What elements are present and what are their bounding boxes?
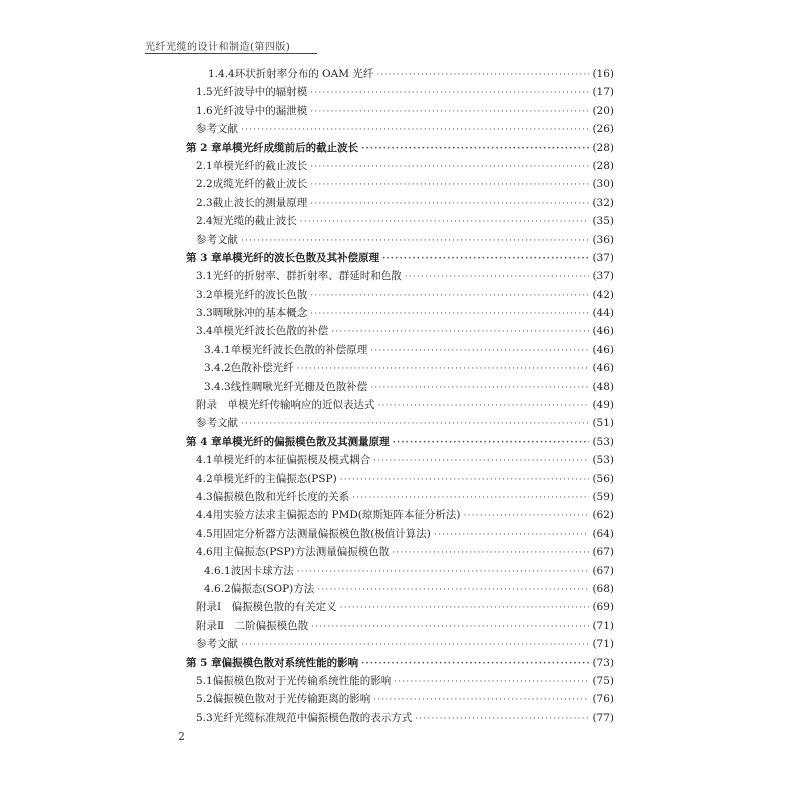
toc-entry-title: 单模光纤波长色散的补偿 [212, 325, 329, 338]
toc-entry-page: (46) [592, 325, 614, 338]
toc-entry-title: 成缆光纤的截止波长 [212, 178, 308, 191]
dot-leader [361, 144, 589, 154]
toc-entry [186, 581, 614, 599]
toc-entry-number: 第 2 章 [186, 141, 222, 154]
toc-entry-number: 第 4 章 [186, 435, 222, 448]
dot-leader [370, 383, 589, 393]
toc-entry-title: 短光缆的截止波长 [212, 215, 297, 228]
dot-leader [310, 291, 589, 301]
toc-entry [186, 287, 614, 305]
toc-entry-title: 参考文献 [196, 417, 238, 430]
toc-entry [186, 544, 614, 562]
toc-entry [186, 176, 614, 194]
toc-entry [186, 342, 614, 360]
toc-entry [186, 452, 614, 470]
toc-entry [186, 66, 614, 84]
toc-entry-number: 3.4.2 [204, 362, 231, 375]
dot-leader [310, 309, 589, 319]
dot-leader [373, 456, 589, 466]
toc-entry [186, 195, 614, 213]
toc-entry-number: 4.4 [196, 509, 213, 522]
page-number: 2 [178, 730, 185, 743]
toc-entry-page: (36) [592, 233, 614, 246]
toc-entry-title: 波因卡球方法 [230, 564, 294, 577]
toc-entry-title: 偏振模色散对系统性能的影响 [221, 656, 359, 669]
dot-leader [310, 180, 589, 190]
dot-leader [370, 346, 589, 356]
dot-leader [405, 272, 590, 282]
toc-entry-number: 3.3 [196, 307, 213, 320]
toc-entry [186, 213, 614, 231]
toc-entry [186, 232, 614, 250]
dot-leader [241, 236, 589, 246]
toc-entry-title: 用实验方法求主偏振态的 PMD(琼斯矩阵本征分析法) [212, 509, 461, 522]
toc-entry [186, 360, 614, 378]
toc-chapter-entry [186, 140, 614, 158]
dot-leader [376, 70, 589, 80]
toc-entry-page: (51) [592, 417, 614, 430]
dot-leader [463, 511, 589, 521]
toc-entry-page: (69) [592, 601, 614, 614]
toc-entry-page: (67) [592, 564, 614, 577]
toc-entry [186, 673, 614, 691]
dot-leader [378, 401, 590, 411]
toc-entry-title: 附录Ⅰ 偏振模色散的有关定义 [196, 601, 337, 614]
toc-entry-title: 光纤波导中的漏泄模 [212, 104, 308, 117]
toc-chapter-entry [186, 655, 614, 673]
toc-entry [186, 489, 614, 507]
toc-entry [186, 507, 614, 525]
dot-leader [317, 585, 589, 595]
toc-entry-number: 2.4 [196, 215, 213, 228]
dot-leader [331, 327, 589, 337]
toc-entry-page: (35) [592, 215, 614, 228]
toc-entry-page: (73) [592, 656, 614, 669]
toc-entry-page: (37) [592, 270, 614, 283]
toc-entry [186, 84, 614, 102]
dot-leader [415, 714, 589, 724]
toc-entry-number: 5.2 [196, 693, 213, 706]
dot-leader [392, 548, 589, 558]
toc-entry [186, 636, 614, 654]
toc-entry [186, 618, 614, 636]
toc-entry-title: 单模光纤波长色散的补偿原理 [230, 343, 368, 356]
toc-entry-page: (16) [592, 68, 614, 80]
dot-leader [382, 254, 589, 264]
toc-entry [186, 563, 614, 581]
dot-leader [394, 677, 589, 687]
toc-entry [186, 415, 614, 433]
toc-entry-page: (75) [592, 674, 614, 687]
toc-entry [186, 710, 614, 728]
toc-entry-title: 光纤波导中的辐射模 [212, 86, 308, 99]
dot-leader [300, 217, 590, 227]
dot-leader [241, 419, 589, 429]
dot-leader [393, 438, 590, 448]
toc-entry-title: 参考文献 [196, 233, 238, 246]
dot-leader [310, 107, 589, 117]
toc-entry-title: 光纤光缆标准规范中偏振模色散的表示方式 [212, 711, 413, 724]
toc-entry-number: 3.2 [196, 288, 213, 301]
dot-leader [241, 640, 589, 650]
toc-entry-title: 单模光纤的波长色散及其补偿原理 [221, 251, 380, 264]
toc-entry-title: 偏振模色散对于光传输距离的影响 [212, 693, 371, 706]
dot-leader [311, 622, 589, 632]
dot-leader [241, 125, 589, 135]
toc-entry-page: (76) [592, 693, 614, 706]
toc-entry [186, 397, 614, 415]
toc-entry-number: 3.4.1 [204, 343, 231, 356]
toc-entry-page: (26) [592, 123, 614, 136]
toc-entry [186, 305, 614, 323]
dot-leader [340, 475, 590, 485]
dot-leader [297, 567, 590, 577]
toc-entry-page: (46) [592, 343, 614, 356]
dot-leader [352, 493, 589, 503]
toc-entry-page: (71) [592, 619, 614, 632]
toc-entry-page: (30) [592, 178, 614, 191]
toc-entry-number: 第 5 章 [186, 656, 222, 669]
toc-entry-page: (67) [592, 546, 614, 559]
toc-entry-number: 4.6.1 [204, 564, 231, 577]
toc-entry-title: 光纤的折射率、群折射率、群延时和色散 [212, 270, 402, 283]
table-of-contents [186, 66, 614, 728]
toc-entry-number: 1.5 [196, 86, 213, 99]
toc-entry-number: 4.3 [196, 490, 213, 503]
dot-leader [373, 695, 589, 705]
toc-entry-number: 4.5 [196, 527, 213, 540]
toc-entry-number: 5.3 [196, 711, 213, 724]
toc-entry-page: (62) [592, 509, 614, 522]
toc-entry-title: 附录Ⅱ 二阶偏振模色散 [196, 619, 309, 632]
toc-entry [186, 526, 614, 544]
dot-leader [434, 530, 590, 540]
toc-entry [186, 599, 614, 617]
toc-entry-number: 第 3 章 [186, 251, 222, 264]
toc-entry-title: 色散补偿光纤 [230, 362, 294, 375]
toc-entry-number: 4.6 [196, 546, 213, 559]
toc-entry-page: (49) [592, 399, 614, 412]
toc-entry-title: 单模光纤的截止波长 [212, 159, 308, 172]
dot-leader [340, 603, 590, 613]
header-rule [145, 53, 317, 54]
toc-entry [186, 323, 614, 341]
toc-entry-page: (48) [592, 380, 614, 393]
toc-entry-title: 单模光纤成缆前后的截止波长 [221, 141, 359, 154]
toc-entry-title: 附录 单模光纤传输响应的近似表达式 [196, 399, 375, 412]
toc-entry-title: 偏振模色散和光纤长度的关系 [212, 490, 350, 503]
dot-leader [297, 364, 590, 374]
toc-entry-page: (44) [592, 307, 614, 320]
toc-entry-title: 用固定分析器方法测量偏振模色散(极值计算法) [212, 527, 431, 540]
toc-entry-number: 2.3 [196, 196, 213, 209]
toc-entry [186, 379, 614, 397]
toc-entry [186, 471, 614, 489]
toc-entry-page: (32) [592, 196, 614, 209]
toc-entry-page: (28) [592, 141, 614, 154]
toc-entry-number: 4.1 [196, 454, 213, 467]
toc-entry-title: 单模光纤的主偏振态(PSP) [212, 472, 337, 485]
toc-entry-title: 环状折射率分布的 OAM 光纤 [234, 68, 374, 80]
toc-entry [186, 691, 614, 709]
toc-entry [186, 103, 614, 121]
toc-entry-number: 4.2 [196, 472, 213, 485]
toc-entry-page: (71) [592, 638, 614, 651]
toc-chapter-entry [186, 250, 614, 268]
toc-entry-title: 用主偏振态(PSP)方法测量偏振模色散 [212, 546, 390, 559]
toc-entry-page: (53) [592, 454, 614, 467]
toc-entry-page: (64) [592, 527, 614, 540]
toc-entry-page: (77) [592, 711, 614, 724]
toc-entry [186, 268, 614, 286]
toc-entry-title: 单模光纤的本征偏振模及模式耦合 [212, 454, 371, 467]
toc-entry-title: 截止波长的测量原理 [212, 196, 308, 209]
toc-entry-number: 3.1 [196, 270, 213, 283]
toc-entry-page: (53) [592, 435, 614, 448]
toc-entry-page: (68) [592, 582, 614, 595]
toc-entry-title: 偏振态(SOP)方法 [230, 582, 315, 595]
toc-entry-number: 1.6 [196, 104, 213, 117]
toc-entry-page: (28) [592, 159, 614, 172]
toc-entry-page: (17) [592, 86, 614, 99]
running-head: 光纤光缆的设计和制造(第四版) [145, 42, 291, 53]
toc-entry-title: 偏振模色散对于光传输系统性能的影响 [212, 674, 392, 687]
toc-entry-number: 4.6.2 [204, 582, 231, 595]
dot-leader [310, 199, 589, 209]
toc-entry-title: 单模光纤的波长色散 [212, 288, 308, 301]
toc-chapter-entry [186, 434, 614, 452]
toc-entry-number: 3.4 [196, 325, 213, 338]
dot-leader [361, 659, 589, 669]
toc-entry [186, 158, 614, 176]
toc-entry-title: 线性啁啾光纤光栅及色散补偿 [230, 380, 368, 393]
dot-leader [310, 162, 589, 172]
toc-entry-page: (37) [592, 251, 614, 264]
toc-entry-number: 3.4.3 [204, 380, 231, 393]
dot-leader [310, 88, 589, 98]
toc-entry-page: (46) [592, 362, 614, 375]
toc-entry-page: (59) [592, 490, 614, 503]
toc-entry-number: 5.1 [196, 674, 213, 687]
toc-entry-title: 参考文献 [196, 123, 238, 136]
toc-entry-number: 2.2 [196, 178, 213, 191]
toc-entry [186, 121, 614, 139]
toc-entry-number: 1.4.4 [208, 68, 235, 80]
toc-entry-title: 单模光纤的偏振模色散及其测量原理 [221, 435, 390, 448]
toc-entry-number: 2.1 [196, 159, 213, 172]
toc-entry-page: (42) [592, 288, 614, 301]
toc-entry-title: 参考文献 [196, 638, 238, 651]
toc-entry-page: (20) [592, 104, 614, 117]
toc-entry-page: (56) [592, 472, 614, 485]
toc-entry-title: 啁啾脉冲的基本概念 [212, 307, 308, 320]
